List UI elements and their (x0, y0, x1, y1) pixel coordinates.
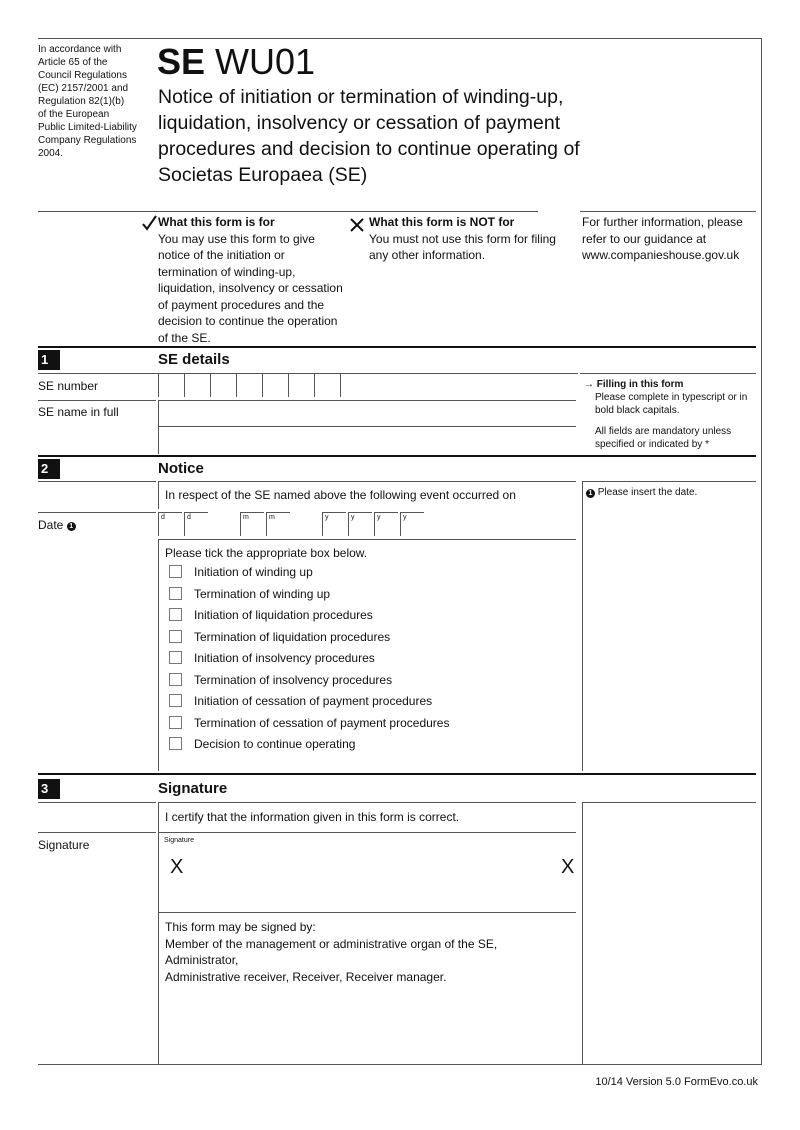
signature-start-mark: X (170, 856, 184, 878)
checkbox[interactable] (169, 608, 182, 621)
further-information: For further information, please refer to our guidance at www.companieshouse.gov.uk (582, 215, 743, 262)
date-label: Date 1 (38, 518, 76, 532)
signed-by-box (158, 912, 576, 1064)
form-title: Notice of initiation or termination of winding-up, liquidation, insolvency or cessation of payment procedures and decision to continue operating of Societas Europaea (SE) (158, 86, 580, 186)
notice-intro: In respect of the SE named above the following event occurred on (165, 488, 516, 502)
checkbox[interactable] (169, 737, 182, 750)
se-number-rule (38, 400, 156, 401)
section1-rule (38, 346, 756, 348)
checkbox[interactable] (169, 630, 182, 643)
right-rule (761, 38, 762, 1065)
signature-input[interactable] (158, 832, 576, 912)
se-name-input-line2[interactable] (158, 426, 576, 454)
info-icon: 1 (586, 489, 595, 498)
se-number-cell[interactable] (184, 373, 210, 397)
signed-by-text: This form may be signed by: Member of the management or administrative organ of the SE, Administrator, Administrative receiver, Receiver, Receiver manager. (165, 920, 498, 984)
date-month-cell[interactable]: m (240, 512, 264, 536)
checkbox[interactable] (169, 565, 182, 578)
certify-box (158, 802, 576, 832)
se-name-input-line1[interactable] (158, 400, 576, 426)
bottom-rule (38, 1064, 762, 1065)
form-not-for: What this form is NOT for You must not use this form for filing any other information. (369, 215, 556, 262)
se-number-cell[interactable] (314, 373, 340, 397)
arrow-right-icon: → (584, 379, 594, 390)
se-number-cell[interactable] (288, 373, 314, 397)
date-day-cell[interactable]: d (158, 512, 182, 536)
date-day-cell[interactable]: d (184, 512, 208, 536)
form-is-for: What this form is for You may use this form to give notice of the initiation or termination of winding-up, liquidation, insolvency or cessation of payment procedures and the decision to continue the operation of the SE. (158, 215, 343, 345)
se-number-cell[interactable] (158, 373, 184, 397)
info-icon: 1 (67, 522, 76, 531)
se-number-cell[interactable] (210, 373, 236, 397)
se-number-cell[interactable] (340, 373, 366, 397)
se-number-cell[interactable] (262, 373, 288, 397)
section3-number: 3 (38, 779, 60, 799)
section3-rule (38, 773, 756, 775)
legal-note: In accordance with Article 65 of the Council Regulations (EC) 2157/2001 and Regulation 82(1)(b) of the European Public Limited-Liability Company Regulations 2004. (38, 44, 137, 159)
section2-title: Notice (158, 460, 204, 477)
notice-intro-box (158, 481, 576, 509)
section1-subrule-right (580, 373, 756, 374)
signature-box-label: Signature (164, 837, 194, 844)
date-year-cell[interactable]: y (348, 512, 372, 536)
date-year-cell[interactable]: y (400, 512, 424, 536)
cross-icon (350, 218, 364, 232)
certify-text: I certify that the information given in this form is correct. (165, 810, 460, 824)
tick-intro: Please tick the appropriate box below. (165, 546, 368, 560)
section2-rule (38, 455, 756, 457)
signature-label: Signature (38, 838, 90, 852)
checkbox[interactable] (169, 651, 182, 664)
check-icon (141, 215, 157, 231)
signature-end-mark: X (561, 856, 575, 878)
footer-version: 10/14 Version 5.0 FormEvo.co.uk (595, 1076, 758, 1088)
checkbox[interactable] (169, 587, 182, 600)
se-name-label: SE name in full (38, 405, 119, 419)
date-month-cell[interactable]: m (266, 512, 290, 536)
date-note: 1 Please insert the date. (586, 486, 697, 499)
date-year-cell[interactable]: y (322, 512, 346, 536)
se-number-label: SE number (38, 379, 99, 393)
section3-title: Signature (158, 780, 228, 797)
section1-number: 1 (38, 350, 60, 370)
top-rule (38, 38, 762, 39)
date-year-cell[interactable]: y (374, 512, 398, 536)
form-code: SE WU01 (157, 41, 316, 82)
section1-title: SE details (158, 351, 230, 368)
checkbox[interactable] (169, 673, 182, 686)
filling-note: → Filling in this form Please complete in typescript or in bold black capitals. All fields are mandatory unless specified or indicated by * (584, 379, 748, 450)
intro-rule-right (580, 211, 756, 212)
section2-number: 2 (38, 459, 60, 479)
checkbox[interactable] (169, 694, 182, 707)
se-number-cell[interactable] (236, 373, 262, 397)
checkbox[interactable] (169, 716, 182, 729)
intro-rule (38, 211, 538, 212)
